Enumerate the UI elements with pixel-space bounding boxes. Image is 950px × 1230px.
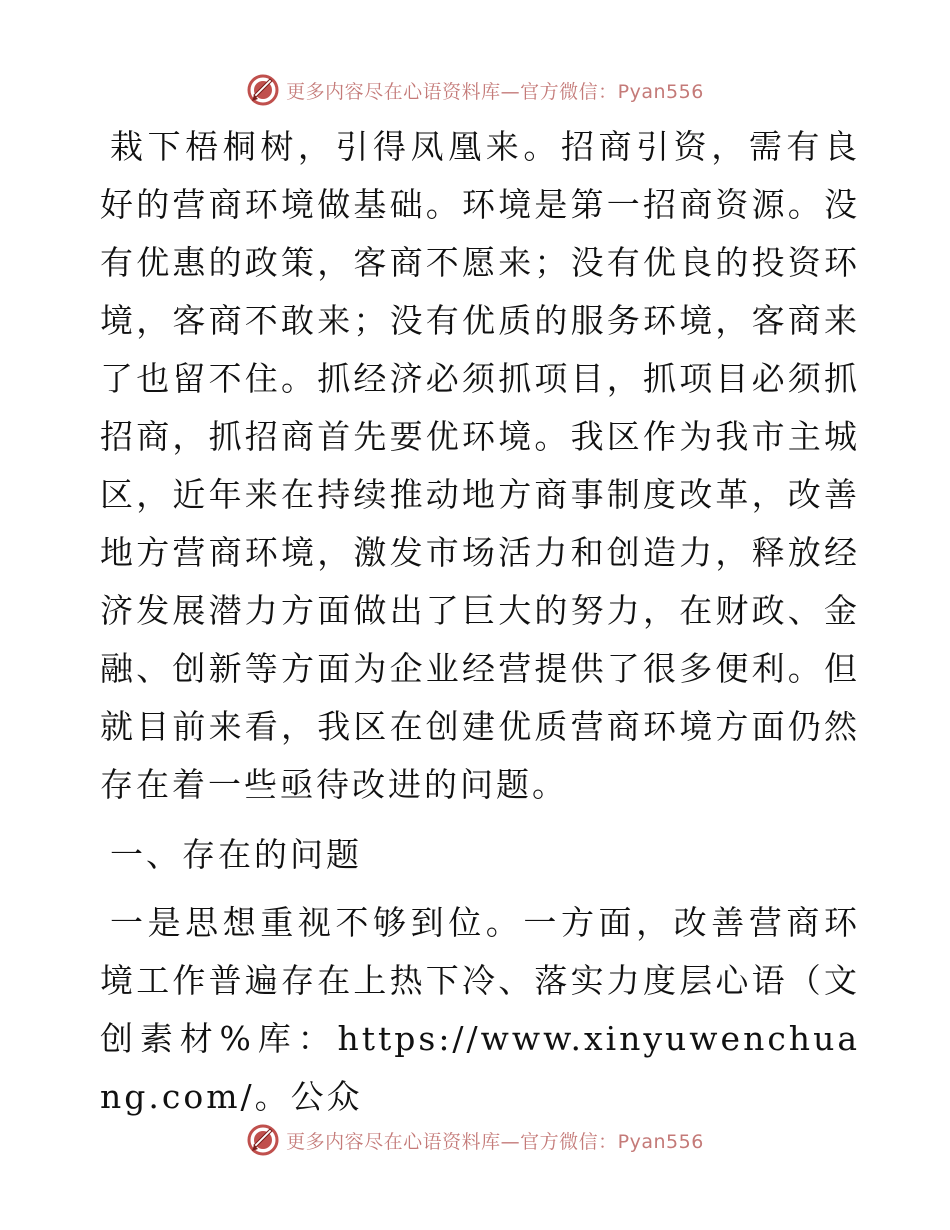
document-body [100,118,860,1126]
header-banner-text: 更多内容尽在心语资料库—官方微信：Pyan556 [286,80,704,103]
quill-seal-icon [246,73,280,107]
header-banner [0,72,950,108]
quill-seal-icon [246,1123,280,1157]
paragraph-problem-1: 一是思想重视不够到位。一方面，改善营商环境工作普遍存在上热下冷、落实力度层心语（文创素材%库：https://www.xinyuwenchuang.com/。公众 [100,903,860,1116]
paragraph-intro: 栽下梧桐树，引得凤凰来。招商引资，需有良好的营商环境做基础。环境是第一招商资源。没有优惠的政策，客商不愿来；没有优良的投资环境，客商不敢来；没有优质的服务环境，客商来了也留不住。抓经济必须抓项目，抓项目必须抓招商，抓招商首先要优环境。我区作为我市主城区，近年来在持续推动地方商事制度改革，改善地方营商环境，激发市场活力和创造力，释放经济发展潜力方面做出了巨大的努力，在财政、金融、创新等方面为企业经营提供了很多便利。但就目前来看，我区在创建优质营商环境方面仍然存在着一些亟待改进的问题。 [100,127,860,804]
footer-banner-text: 更多内容尽在心语资料库—官方微信：Pyan556 [286,1130,704,1153]
section-heading-problems: 一、存在的问题 [110,835,362,874]
footer-banner [0,1122,950,1158]
